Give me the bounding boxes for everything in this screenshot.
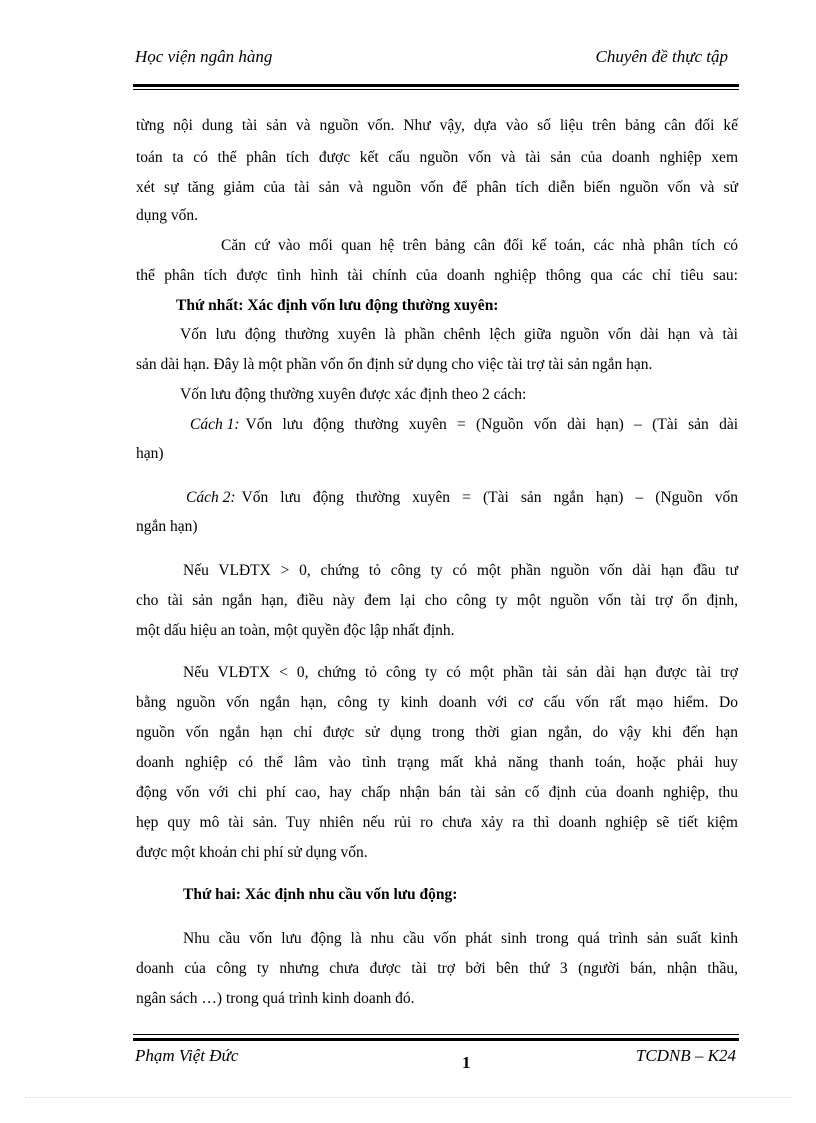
footer-rule xyxy=(133,1038,739,1041)
method-2-label: Cách 2: xyxy=(186,489,236,506)
method-1-text: Vốn lưu động thường xuyên = (Nguồn vốn dài hạn) – (Tài sản dài xyxy=(245,416,738,433)
method-1-label: Cách 1: xyxy=(190,416,240,433)
header-left: Học viện ngân hàng xyxy=(135,47,273,66)
header-right: Chuyên đề thực tập xyxy=(595,47,728,66)
body-line: Căn cứ vào mối quan hệ trên bảng cân đối kế toán, các nhà phân tích có xyxy=(221,237,738,254)
body-line: một dấu hiệu an toàn, một quyền độc lập nhất định. xyxy=(136,622,455,639)
body-line: nguồn vốn ngắn hạn chỉ được sử dụng trong thời gian ngắn, do vậy khi đến hạn xyxy=(136,724,738,741)
body-line: hẹp quy mô tài sản. Tuy nhiên nếu rủi ro chưa xảy ra thì doanh nghiệp sẽ tiết kiệm xyxy=(136,814,738,831)
method-2-row xyxy=(186,488,738,508)
section-heading: Thứ nhất: Xác định vốn lưu động thường xuyên: xyxy=(176,297,499,314)
body-line: Nếu VLĐTX < 0, chứng tỏ công ty có một phần tài sản dài hạn được tài trợ xyxy=(183,664,738,681)
body-line: toán ta có thể phân tích được kết cấu nguồn vốn và tài sản của doanh nghiệp xem xyxy=(136,149,738,166)
method-1-row xyxy=(190,415,738,435)
footer-right: TCDNB – K24 xyxy=(635,1046,736,1065)
section-heading: Thứ hai: Xác định nhu cầu vốn lưu động: xyxy=(183,886,458,903)
body-line: xét sự tăng giảm của tài sản và nguồn vốn để phân tích diễn biến nguồn vốn và sử xyxy=(136,179,738,196)
footer-author: Phạm Việt Đức xyxy=(135,1046,239,1065)
header-rule-thin xyxy=(133,89,739,90)
body-line: sản dài hạn. Đây là một phần vốn ổn định sử dụng cho việc tài trợ tài sản ngắn hạn. xyxy=(136,356,653,373)
body-line: từng nội dung tài sản và nguồn vốn. Như vậy, dựa vào số liệu trên bảng cân đối kế xyxy=(136,117,738,134)
body-line: doanh của công ty nhưng chưa được tài trợ bởi bên thứ 3 (người bán, nhận thầu, xyxy=(136,960,738,977)
body-line: động vốn với chi phí cao, hay chấp nhận bán tài sản cố định của doanh nghiệp, thu xyxy=(136,784,738,801)
body-line: doanh nghiệp có thể lâm vào tình trạng mất khả năng thanh toán, hoặc phải huy xyxy=(136,754,738,771)
page-boundary xyxy=(25,1097,791,1098)
body-line: được một khoản chi phí sử dụng vốn. xyxy=(136,844,368,861)
body-line: Vốn lưu động thường xuyên được xác định theo 2 cách: xyxy=(180,386,527,403)
body-line: ngắn hạn) xyxy=(136,518,198,535)
body-line: Nếu VLĐTX > 0, chứng tỏ công ty có một phần nguồn vốn dài hạn đầu tư xyxy=(183,562,738,579)
body-line: ngân sách …) trong quá trình kinh doanh đó. xyxy=(136,990,415,1007)
body-line: Vốn lưu động thường xuyên là phần chênh lệch giữa nguồn vốn dài hạn và tài xyxy=(180,326,738,343)
body-line: Nhu cầu vốn lưu động là nhu cầu vốn phát sinh trong quá trình sản suất kinh xyxy=(183,930,738,947)
footer-rule-thin xyxy=(133,1034,739,1035)
header-rule xyxy=(133,84,739,87)
body-line: dụng vốn. xyxy=(136,207,198,224)
body-line: cho tài sản ngắn hạn, điều này đem lại cho công ty một nguồn vốn tài trợ ổn định, xyxy=(136,592,738,609)
method-2-text: Vốn lưu động thường xuyên = (Tài sản ngắn hạn) – (Nguồn vốn xyxy=(241,489,738,506)
body-line: thể phân tích được tình hình tài chính của doanh nghiệp thông qua các chỉ tiêu sau: xyxy=(136,267,738,284)
body-line: bằng nguồn vốn ngắn hạn, công ty kinh doanh với cơ cấu vốn rất mạo hiểm. Do xyxy=(136,694,738,711)
body-line: hạn) xyxy=(136,445,164,462)
page-number: 1 xyxy=(462,1053,471,1072)
